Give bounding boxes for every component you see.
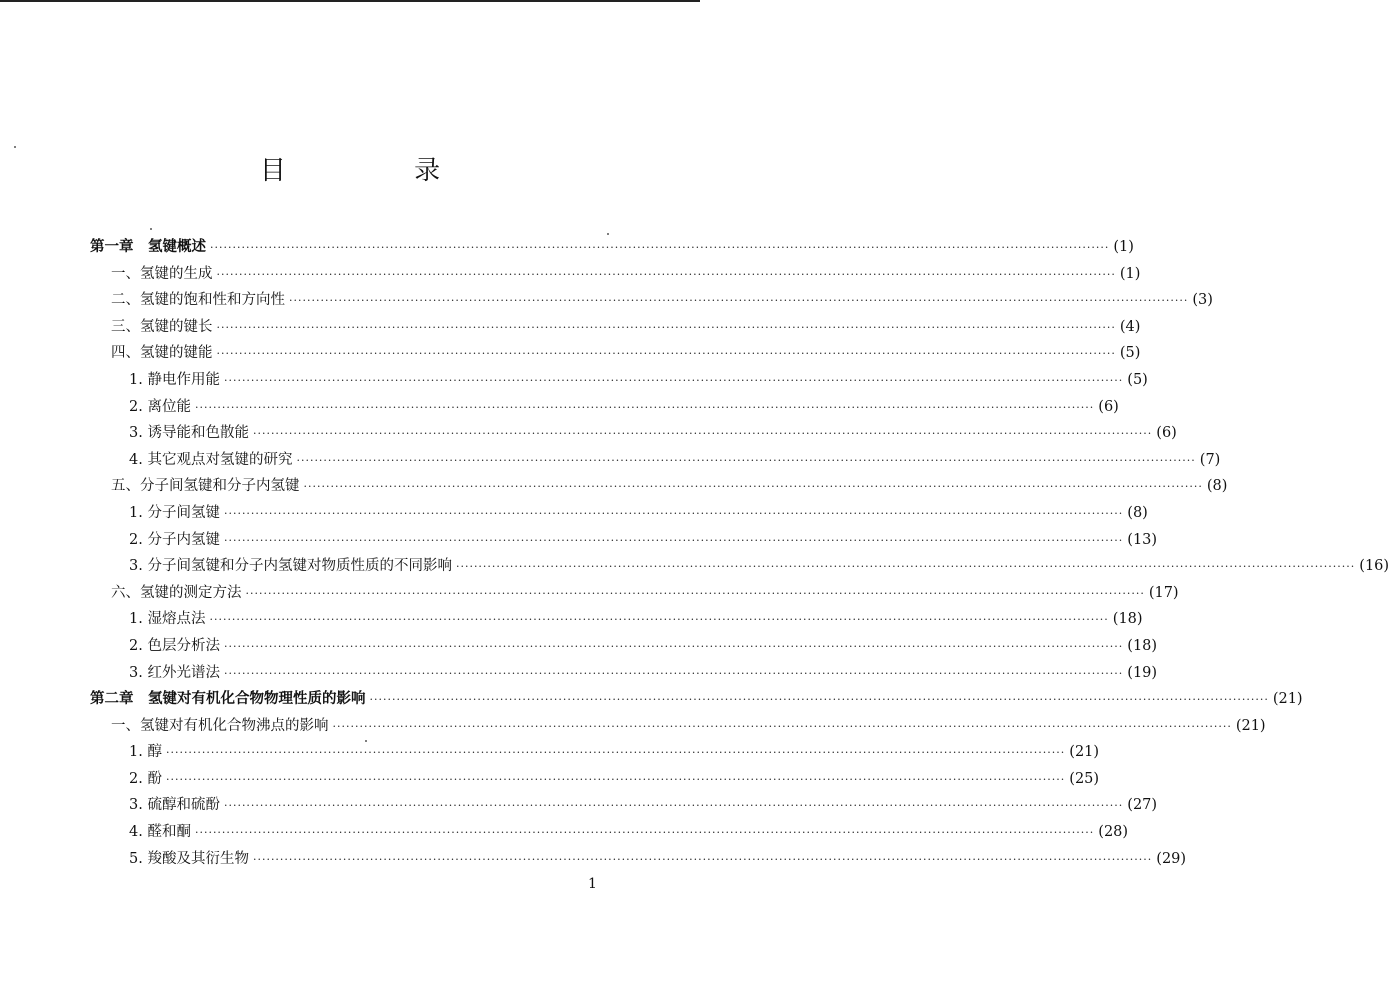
toc-entry-page: (7) [1199, 451, 1221, 468]
toc-entry[interactable] [90, 580, 1179, 607]
toc-entry-label: 三、氢键的键长 [111, 318, 213, 335]
toc-entry[interactable] [90, 686, 1303, 713]
toc-entry[interactable] [90, 394, 1119, 421]
toc-entry-label: 六、氢键的测定方法 [111, 584, 242, 601]
toc-entry-page: (1) [1119, 265, 1141, 282]
dot-leader: ········································································································································································································ [216, 320, 1116, 334]
toc-entry-label: 2. 分子内氢键 [129, 531, 220, 548]
dot-leader: ········································································································································································································ [223, 666, 1124, 680]
dot-leader: ········································································································································································································ [210, 241, 1110, 254]
toc-entry[interactable] [90, 500, 1148, 527]
dot-leader: ········································································································································································································ [216, 347, 1116, 361]
toc-entry-label: 第二章 氢键对有机化合物物理性质的影响 [90, 690, 366, 708]
toc-entry[interactable] [90, 846, 1187, 873]
toc-entry-page: (3) [1192, 292, 1213, 309]
toc-entry[interactable] [90, 792, 1158, 819]
toc-entry-label: 1. 醇 [129, 744, 162, 761]
toc-entry-page: (18) [1127, 637, 1158, 654]
toc-entry-label: 2. 色层分析法 [129, 637, 220, 654]
toc-entry-label: 1. 静电作用能 [129, 371, 220, 388]
toc-entry[interactable] [90, 314, 1141, 341]
toc-entry-label: 3. 红外光谱法 [129, 664, 220, 681]
toc-entry[interactable] [90, 713, 1266, 740]
dot-leader: ········································································································································································································ [296, 453, 1196, 467]
toc-entry[interactable] [90, 527, 1158, 554]
toc-entry-page: (8) [1206, 478, 1228, 495]
toc-entry[interactable] [90, 287, 1213, 314]
toc-entry-label: 4. 其它观点对氢键的研究 [129, 451, 293, 468]
dot-leader: ········································································································································································································ [245, 586, 1145, 600]
toc-entry-label: 2. 酚 [129, 770, 162, 787]
dot-leader: ········································································································································································································ [216, 267, 1116, 281]
toc-entry-label: 1. 湿熔点法 [129, 611, 206, 628]
toc-entry[interactable] [90, 553, 1389, 580]
scan-speck [14, 146, 16, 148]
dot-leader: ········································································································································································································ [252, 852, 1153, 866]
toc-entry-page: (6) [1156, 425, 1177, 442]
toc-entry[interactable] [90, 261, 1141, 288]
dot-leader: ········································································································································································································ [223, 533, 1124, 547]
dot-leader: ········································································································································································································ [369, 693, 1269, 707]
toc-entry-label: 3. 分子间氢键和分子内氢键对物质性质的不同影响 [129, 558, 452, 575]
toc-entry-label: 4. 醛和酮 [129, 824, 191, 841]
toc-entry[interactable] [90, 660, 1158, 687]
toc-entry-page: (25) [1069, 770, 1100, 787]
dot-leader: ········································································································································································································ [223, 799, 1124, 813]
toc-entry-page: (1) [1113, 239, 1134, 255]
dot-leader: ········································································································································································································ [289, 294, 1189, 308]
dot-leader: ········································································································································································································ [455, 560, 1356, 574]
page-title: 目 录 [259, 156, 501, 186]
toc-entry[interactable] [90, 819, 1129, 846]
toc-entry-page: (8) [1127, 504, 1148, 521]
toc-entry-label: 五、分子间氢键和分子内氢键 [111, 478, 300, 495]
toc-entry-page: (18) [1112, 611, 1143, 628]
dot-leader: ········································································································································································································ [194, 400, 1095, 414]
toc-entry-page: (5) [1127, 371, 1148, 388]
top-border-line [0, 0, 700, 2]
toc-entry-page: (21) [1069, 744, 1100, 761]
scan-speck [150, 228, 152, 230]
toc-entry-label: 2. 离位能 [129, 398, 191, 415]
dot-leader: ········································································································································································································ [332, 719, 1232, 733]
dot-leader: ········································································································································································································ [194, 826, 1095, 840]
dot-leader: ········································································································································································································ [223, 506, 1124, 520]
toc-entry[interactable] [90, 633, 1158, 660]
toc-entry-label: 二、氢键的饱和性和方向性 [111, 292, 285, 309]
toc-entry-page: (5) [1119, 345, 1141, 362]
dot-leader: ········································································································································································································ [303, 480, 1203, 494]
toc-entry[interactable] [90, 606, 1143, 633]
toc-entry-label: 第一章 氢键概述 [90, 238, 206, 255]
dot-leader: ········································································································································································································ [223, 639, 1124, 653]
toc-entry-page: (6) [1098, 398, 1119, 415]
dot-leader: ········································································································································································································ [223, 373, 1124, 387]
toc-entry-page: (17) [1148, 584, 1179, 601]
toc-entry-page: (19) [1127, 664, 1158, 681]
toc-entry-page: (29) [1156, 850, 1187, 867]
dot-leader: ········································································································································································································ [165, 746, 1066, 760]
dot-leader: ········································································································································································································ [165, 772, 1066, 786]
toc-entry[interactable] [90, 473, 1228, 500]
toc-entry-page: (16) [1359, 558, 1389, 575]
toc-entry-label: 1. 分子间氢键 [129, 504, 220, 521]
toc-entry-page: (21) [1272, 691, 1303, 708]
toc-entry-label: 四、氢键的键能 [111, 345, 213, 362]
toc-entry[interactable] [90, 367, 1148, 394]
toc-entry-label: 3. 诱导能和色散能 [129, 425, 249, 442]
toc-entry[interactable] [90, 766, 1100, 793]
toc-entry[interactable] [90, 739, 1100, 766]
toc-entry-page: (13) [1127, 531, 1158, 548]
toc-entry[interactable] [90, 234, 1134, 261]
toc-entry[interactable] [90, 420, 1177, 447]
toc-entry-label: 3. 硫醇和硫酚 [129, 797, 220, 814]
scan-speck [607, 233, 609, 235]
toc-entry-page: (21) [1235, 717, 1266, 734]
toc-entry-label: 一、氢键的生成 [111, 265, 213, 282]
toc-entry[interactable] [90, 340, 1141, 367]
toc-entry-page: (28) [1098, 824, 1129, 841]
toc-entry[interactable] [90, 447, 1221, 474]
toc-entry-page: (27) [1127, 797, 1158, 814]
dot-leader: ········································································································································································································ [252, 427, 1153, 441]
page-number: 1 [588, 876, 597, 892]
toc-entry-page: (4) [1119, 318, 1141, 335]
toc-entry-label: 一、氢键对有机化合物沸点的影响 [111, 717, 329, 734]
scan-speck [365, 740, 367, 742]
table-of-contents [90, 234, 1389, 872]
dot-leader: ········································································································································································································ [209, 613, 1109, 627]
toc-entry-label: 5. 羧酸及其衍生物 [129, 850, 249, 867]
